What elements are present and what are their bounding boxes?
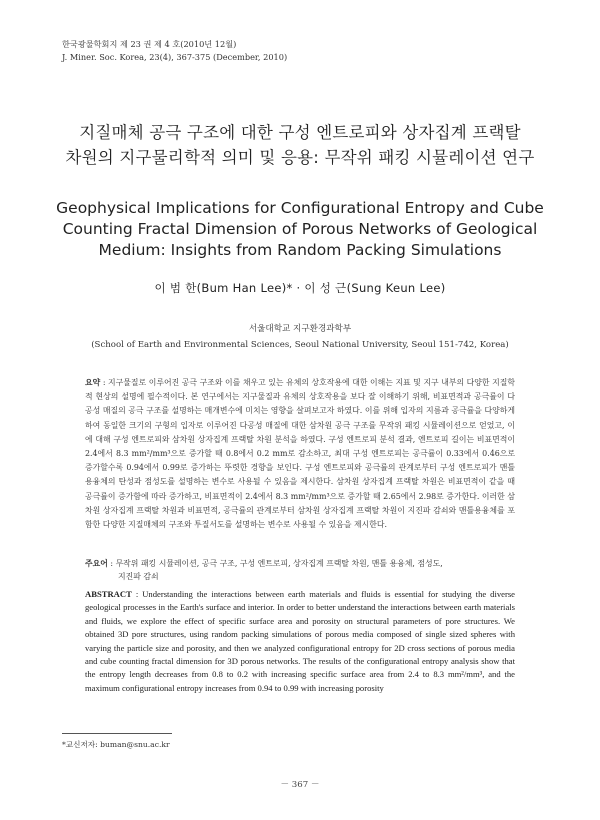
journal-header	[62, 38, 287, 64]
corresponding-author-footnote: *교신저자: buman@snu.ac.kr	[62, 740, 170, 749]
authors: 이 범 한(Bum Han Lee)* · 이 성 근(Sung Keun Lee)	[154, 281, 446, 295]
page-number: － 367 －	[280, 780, 320, 790]
abstract-korean: 요약 : 지구물질로 이루어진 공극 구조와 이를 채우고 있는 유체의 상호작용에 대한 이해는 지표 및 지구 내부의 다양한 지질학적 현상의 설명에 필수적이다. 본 연구에서는 지구물질과 유체의 상호작용을 보다 잘 이해하기 위해, 비표면적과 공극률이 다공성 매질의 공극 구조를 설명하는 매개변수에 미치는 영향을 살펴보고자 하였다. 이를 위해 입자의 지름과 공극률을 다양하게 하여 동일한 크기의 구형의 입자로 이루어진 다공성 매질에 대한 삼차원 공극 구조를 무작위 패킹 시뮬레이션으로 얻었고, 이에 대해 구성 엔트로피와 삼차원 상자집계 프랙탈 차원 분석을 하였다. 구성 엔트로피 분석 결과, 엔트로피 길이는 비표면적이 2.4에서 8.3 mm²/mm³으로 증가할 때 0.8에서 0.2 mm로 감소하고, 최대 구성 엔트로피는 공극률이 0.33에서 0.46으로 증가할수록 0.94에서 0.99로 증가하는 뚜렷한 경향을 보인다. 구성 엔트로피와 공극률의 관계로부터 구성 엔트로피가 맨틀 용융체의 탄성과 점성도를 설명하는 변수로 사용될 수 있음을 제시한다. 삼차원 상자집계 프랙탈 차원은 비표면적이 같을 때 공극률이 증가함에 따라 증가하고, 비표면적이 2.4에서 8.3 mm²/mm³으로 증가할 때 2.65에서 2.98로 증가한다. 이러한 삼차원 상자집계 프랙탈 차원과 비표면적, 공극률의 관계로부터 삼차원 상자집계 프랙탈 차원이 지진파 감쇠와 맨틀용융체를 포함한 다양한 지질매체의 구조와 투질서도를 설명하는 변수로 사용될 수 있음을 제시한다.	[85, 378, 515, 530]
title-english-line: Medium: Insights from Random Packing Simulations	[98, 241, 502, 259]
abstract-english-label: ABSTRACT	[85, 589, 132, 599]
affiliation-korean: 서울대학교 지구환경과학부	[248, 324, 352, 334]
title-english-line: Geophysical Implications for Configurational Entropy and Cube	[56, 199, 544, 217]
journal-name-kr: 한국광물학회지 제 23 권 제 4 호(2010년 12월)	[62, 39, 237, 49]
footnote-divider	[62, 733, 172, 734]
title-english	[40, 198, 560, 261]
title-english-line: Counting Fractal Dimension of Porous Networks of Geological	[62, 220, 538, 238]
keywords-line: 지진파 감쇠	[118, 572, 159, 581]
abstract-english: ABSTRACT : Understanding the interactions between earth materials and fluids is essential for studying the diverse geological processes in the Earth's surface and interior. In order to better understand the interactions between earth materials and fluids, we explore the effect of specific surface area and porosity on structural parameters of pore structures. We obtained 3D pore structures, using random packing simulations of porous media composed of single sized spheres with varying the particle size and porosity, and then we analyzed configurational entropy for 2D cross sections of porous media and cube counting fractal dimension for 3D porous networks. The results of the configurational entropy analysis show that the entropy length decreases from 0.8 to 0.2 with increasing specific surface area from 2.4 to 8.3 mm²/mm³, and the maximum configurational entropy increases from 0.94 to 0.99 with increasing porosity	[85, 589, 516, 693]
keywords-line: 무작위 패킹 시뮬레이션, 공극 구조, 구성 엔트로피, 상자집계 프랙탈 차원, 맨틀 용융체, 점성도,	[115, 559, 443, 568]
abstract-korean-label: 요약	[85, 378, 101, 387]
title-korean-line: 차원의 지구물리학적 의미 및 응용: 무작위 패킹 시뮬레이션 연구	[65, 148, 535, 167]
title-korean-line: 지질매체 공극 구조에 대한 구성 엔트로피와 상자집계 프랙탈	[79, 123, 521, 142]
journal-name-en: J. Miner. Soc. Korea, 23(4), 367-375 (December, 2010)	[62, 52, 288, 62]
abstract-korean-text: 지구물질로 이루어진 공극 구조와 이를 채우고 있는 유체의 상호작용에 대한 이해는 지표 및 지구 내부의 다양한 지질학적 현상의 설명에 필수적이다. 본 연구에서는 지구물질과 유체의 상호작용을 보다 잘 이해하기 위해, 비표면적과 공극률이 다공성 매질의 공극 구조를 설명하는 매개변수에 미치는 영향을 살펴보고자 하였다. 이를 위해 입자의 지름과 공극률을 다양하게 하여 동일한 크기의 구형의 입자로 이루어진 다공성 매질에 대한 삼차원 공극 구조를 무작위 패킹 시뮬레이션으로 얻었고, 이에 대해 구성 엔트로피와 삼차원 상자집계 프랙탈 차원 분석을 하였다. 구성 엔트로피 분석 결과, 엔트로피 길이는 비표면적이 2.4에서 8.3 mm²/mm³으로 증가할 때 0.8에서 0.2 mm로 감소하고, 최대 구성 엔트로피는 공극률이 0.33에서 0.46으로 증가할수록 0.94에서 0.99로 증가하는 뚜렷한 경향을 보인다. 구성 엔트로피와 공극률의 관계로부터 구성 엔트로피가 맨틀 용융체의 탄성과 점성도를 설명하는 변수로 사용될 수 있음을 제시한다. 삼차원 상자집계 프랙탈 차원은 비표면적이 같을 때 공극률이 증가함에 따라 증가하고, 비표면적이 2.4에서 8.3 mm²/mm³으로 증가할 때 2.65에서 2.98로 증가한다. 이러한 삼차원 상자집계 프랙탈 차원과 비표면적, 공극률의 관계로부터 삼차원 상자집계 프랙탈 차원이 지진파 감쇠와 맨틀용융체를 포함한 다양한 지질매체의 구조와 투질서도를 설명하는 변수로 사용될 수 있음을 제시한다.	[85, 378, 515, 530]
affiliation-english: (School of Earth and Environmental Sciences, Seoul National University, Seoul 151-742, Korea)	[91, 340, 509, 350]
abstract-english-text: Understanding the interactions between earth materials and fluids is essential for studying the diverse geological processes in the Earth's surface and interior. In order to better understand the interactions between earth materials and fluids, we explore the effect of specific surface area and porosity on structural parameters of pore structures. We obtained 3D pore structures, using random packing simulations of porous media composed of single sized spheres with varying the particle size and porosity, and then we analyzed configurational entropy for 2D cross sections of porous media and cube counting fractal dimension for 3D porous networks. The results of the configurational entropy analysis show that the entropy length decreases from 0.8 to 0.2 with increasing specific surface area from 2.4 to 8.3 mm²/mm³, and the maximum configurational entropy increases from 0.94 to 0.99 with increasing porosity	[85, 589, 516, 693]
keywords-label: 주요어	[85, 559, 108, 568]
keywords-korean: 주요어 : 무작위 패킹 시뮬레이션, 공극 구조, 구성 엔트로피, 상자집계 프랙탈 차원, 맨틀 용융체, 점성도, 지진파 감쇠	[85, 557, 515, 583]
title-korean	[40, 120, 560, 170]
